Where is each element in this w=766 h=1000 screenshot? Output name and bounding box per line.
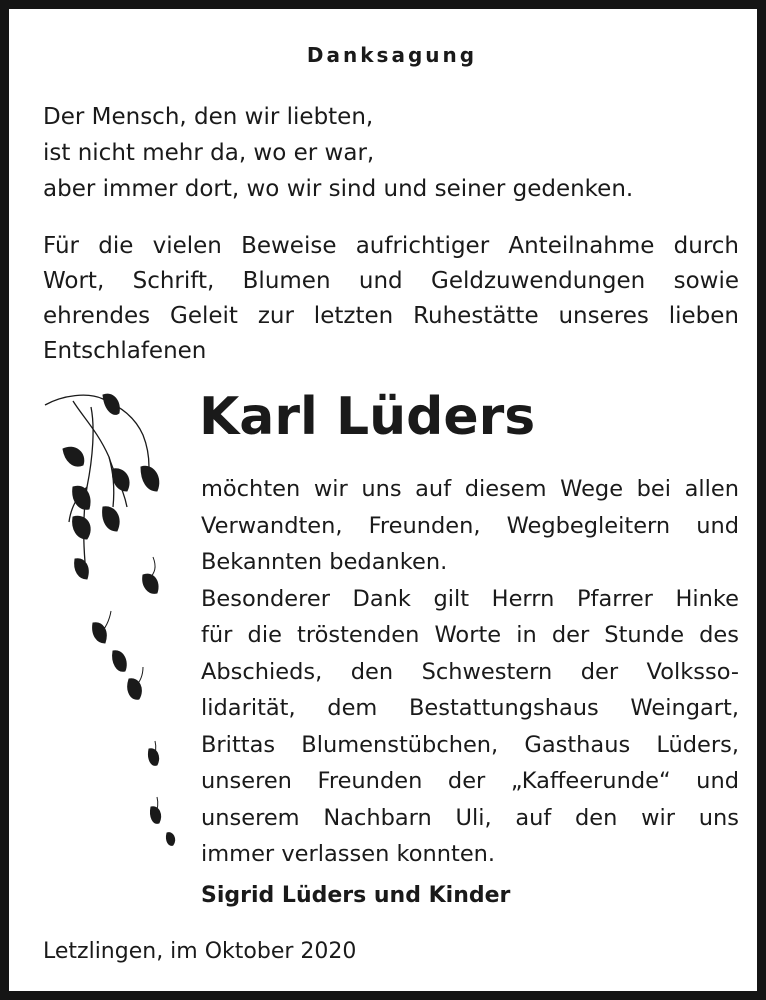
intro-line: ehrendes Geleit zur letzten Ruhestätte unseres lieben (43, 303, 739, 329)
deceased-name: Karl Lüders (199, 387, 536, 447)
signature: Sigrid Lüders und Kinder (201, 883, 511, 908)
thanks-paragraph (201, 471, 739, 873)
birch-leaves-icon (43, 387, 183, 857)
body-line: unserem Nachbarn Uli, auf den wir uns (201, 804, 739, 831)
heading: Danksagung (306, 43, 478, 67)
body-line: Bekannten bedanken. (201, 549, 448, 575)
poem-line: ist nicht mehr da, wo er war, (43, 140, 375, 166)
poem-line: aber immer dort, wo wir sind und seiner gedenken. (43, 176, 634, 202)
body-line: möchten wir uns auf diesem Wege bei allen (201, 476, 739, 502)
body-line: unseren Freunden der „Kaffeerunde“ und (201, 768, 739, 794)
body-line: Verwandten, Freunden, Wegbegleitern und (201, 512, 739, 539)
body-line: lidarität, dem Bestattungshaus Weingart, (201, 695, 739, 721)
body-line: Brittas Blumenstübchen, Gasthaus Lüders, (201, 731, 739, 758)
intro-line: Für die vielen Beweise aufrichtiger Anteilnahme durch (43, 233, 739, 259)
body-line: Abschieds, den Schwestern der Volksso- (201, 658, 739, 685)
body-line: immer verlassen konnten. (201, 841, 496, 867)
place-date: Letzlingen, im Oktober 2020 (43, 939, 357, 964)
poem (43, 99, 633, 207)
body-line: Besonderer Dank gilt Herrn Pfarrer Hinke (201, 585, 739, 612)
body-line: für die tröstenden Worte in der Stunde des (201, 622, 739, 648)
intro-line: Entschlafenen (43, 338, 207, 364)
intro-paragraph (43, 229, 739, 369)
poem-line: Der Mensch, den wir liebten, (43, 104, 374, 130)
intro-line: Wort, Schrift, Blumen und Geldzuwendungen sowie (43, 268, 739, 294)
